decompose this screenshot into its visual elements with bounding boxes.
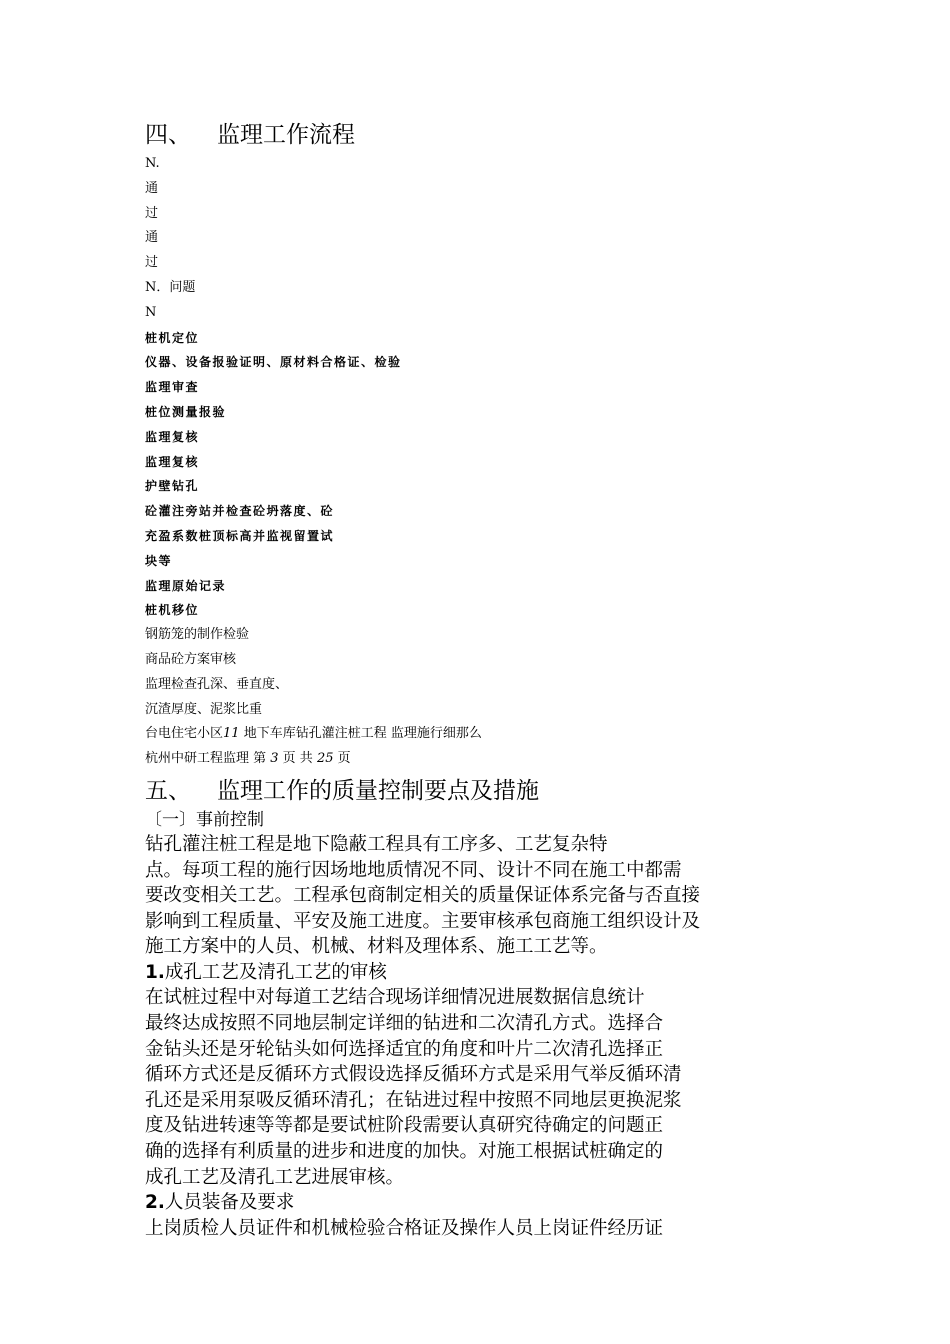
workflow-line: 过 — [145, 255, 159, 271]
workflow-line: 监理复核 — [145, 429, 200, 444]
paragraph-line: 影响到工程质量、平安及施工进度。主要审核承包商施工组织设计及 — [145, 910, 701, 932]
workflow-line: 仪器、设备报验证明、原材料合格证、检验 — [145, 355, 402, 370]
workflow-line: 商品砼方案审核 — [145, 651, 237, 667]
paragraph-line: 施工方案中的人员、机械、材料及理体系、施工工艺等。 — [145, 936, 608, 958]
project-number: 11 — [223, 726, 240, 742]
workflow-line: 桩机定位 — [145, 330, 200, 345]
item-1-title: 成孔工艺及清孔工艺的审核 — [164, 961, 387, 983]
paragraph-drilling-process — [145, 985, 825, 1190]
paragraph-line: 在试桩过程中对每道工艺结合现场详细情况进展数据信息统计 — [145, 987, 645, 1009]
workflow-line: 沉渣厚度、泥浆比重 — [145, 701, 263, 717]
footer-project-line: 台电住宅小区11 地下车库钻孔灌注桩工程 监理施行细那么 — [145, 726, 482, 742]
workflow-line: 监理原始记录 — [145, 578, 227, 593]
section-4-heading — [145, 118, 825, 152]
paragraph-intro — [145, 832, 825, 960]
workflow-line: 钢筋笼的制作检验 — [145, 627, 250, 643]
section-4-number: 四、 — [145, 122, 191, 148]
paragraph-line: 要改变相关工艺。工程承包商制定相关的质量保证体系完备与否直接 — [145, 885, 701, 907]
paragraph-line: 确的选择有利质量的进步和进度的加快。对施工根据试桩确定的 — [145, 1141, 664, 1163]
section-5-heading — [145, 774, 825, 808]
workflow-line: 过 — [145, 205, 159, 221]
document-page — [145, 118, 825, 1241]
workflow-line: 监理复核 — [145, 454, 200, 469]
paragraph-line: 上岗质检人员证件和机械检验合格证及操作人员上岗证件经历证 — [145, 1217, 664, 1239]
item-2-title: 人员装备及要求 — [164, 1192, 295, 1214]
workflow-line: 通 — [145, 180, 159, 196]
workflow-line: 砼灌注旁站并检查砼坍落度、砼 — [145, 504, 335, 519]
workflow-line: N．问题 — [145, 279, 196, 295]
footer-page-line: 杭州中研工程监理 第 3 页 共 25 页 — [145, 751, 351, 767]
workflow-line: N. — [145, 156, 160, 171]
item-1-number: 1. — [145, 961, 165, 983]
workflow-line: 护壁钻孔 — [145, 479, 200, 494]
paragraph-line: 金钻头还是牙轮钻头如何选择适宜的角度和叶片二次清孔选择正 — [145, 1038, 664, 1060]
paragraph-line: 度及钻进转速等等都是要试桩阶段需要认真研究待确定的问题正 — [145, 1115, 664, 1137]
total-pages: 25 — [316, 751, 334, 767]
workflow-line: 通 — [145, 230, 159, 246]
workflow-line: 桩位测量报验 — [145, 404, 227, 419]
paragraph-personnel — [145, 1216, 825, 1242]
workflow-line: N — [145, 304, 157, 320]
workflow-line: 充盈系数桩顶标高并监视留置试 — [145, 528, 335, 543]
item-2-number: 2. — [145, 1192, 165, 1214]
page-number: 3 — [270, 751, 279, 767]
paragraph-line: 最终达成按照不同地层制定详细的钻进和二次清孔方式。选择合 — [145, 1013, 664, 1035]
item-2-heading — [145, 1190, 825, 1216]
paragraph-line: 孔还是采用泵吸反循环清孔；在钻进过程中按照不同地层更换泥浆 — [145, 1089, 682, 1111]
paragraph-line: 点。每项工程的施行因场地地质情况不同、设计不同在施工中都需 — [145, 859, 682, 881]
paragraph-line: 循环方式还是反循环方式假设选择反循环方式是采用气举反循环清 — [145, 1064, 682, 1086]
section-4-title: 监理工作流程 — [217, 122, 355, 148]
workflow-line: 桩机移位 — [145, 603, 200, 618]
subsection-pre-control: 〔一〕事前控制 — [145, 809, 264, 830]
paragraph-line: 成孔工艺及清孔工艺进展审核。 — [145, 1166, 405, 1188]
workflow-text-lines — [145, 152, 825, 722]
workflow-line: 监理检查孔深、垂直度、 — [145, 676, 289, 692]
workflow-line: 监理审查 — [145, 380, 200, 395]
section-5-title: 监理工作的质量控制要点及措施 — [217, 777, 539, 804]
paragraph-line: 钻孔灌注桩工程是地下隐蔽工程具有工序多、工艺复杂特 — [145, 833, 608, 855]
item-1-heading — [145, 960, 825, 986]
section-5-number: 五、 — [145, 777, 191, 804]
workflow-line: 块等 — [145, 553, 173, 568]
